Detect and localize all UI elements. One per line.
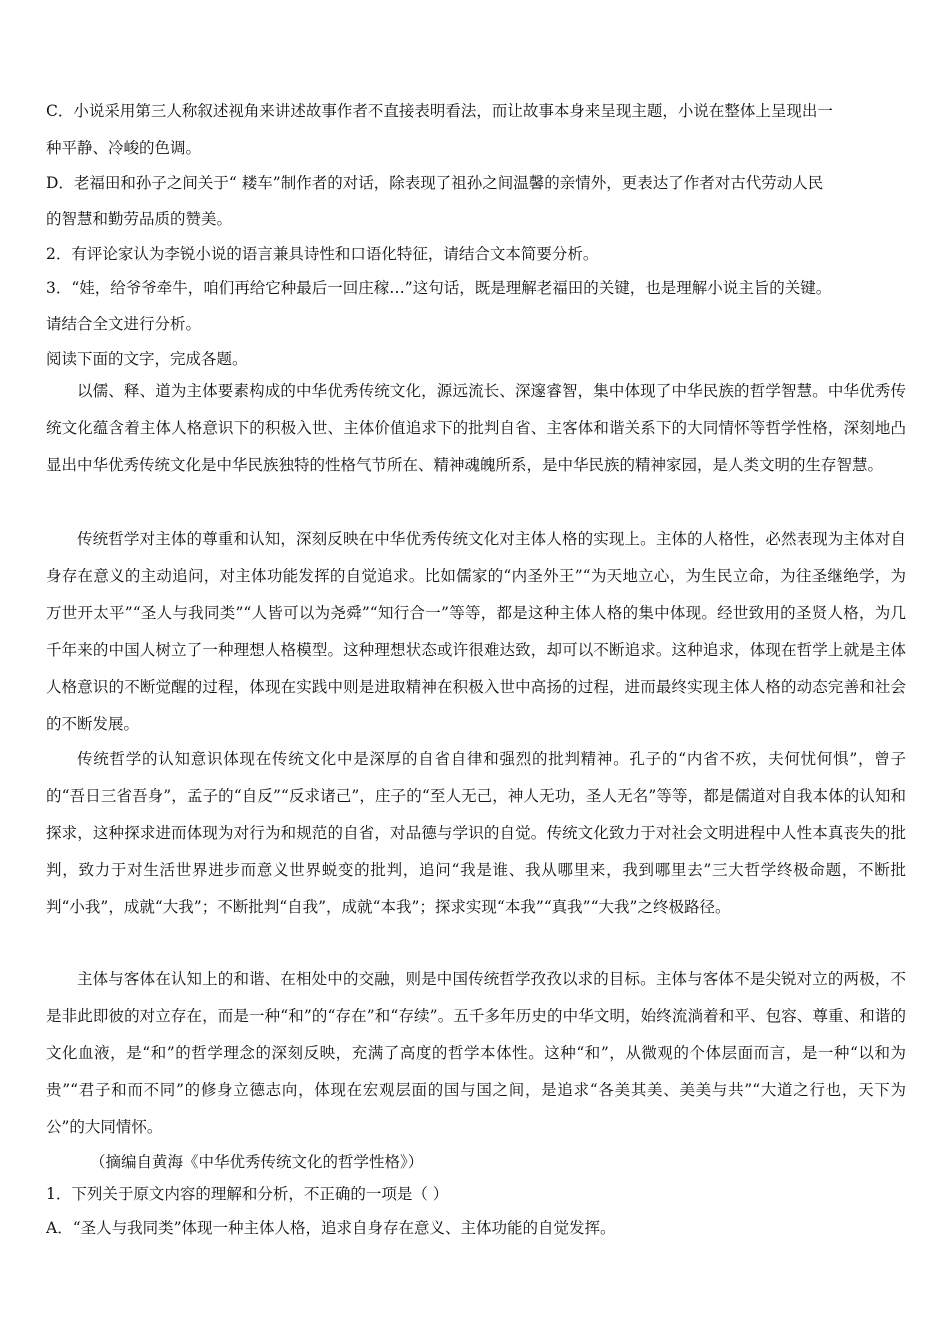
option-c-line-2: 种平静、冷峻的色调。 <box>46 139 202 157</box>
option-d-line-2: 的智慧和勤劳品质的赞美。 <box>46 210 233 228</box>
article-paragraph-4: 主体与客体在认知上的和谐、在相处中的交融，则是中国传统哲学孜孜以求的目标。主体与客体不是尖锐对立的两极，不是非此即彼的对立存在，而是一种“和”的“存在”和“存续”。五千多年历史的中华文明，始终流淌着和平、包容、尊重、和谐的文化血液，是“和”的哲学理念的深刻反映，充满了高度的哲学本体性。这种“和”，从微观的个体层面而言，是一种“以和为贵”“君子和而不同”的修身立德志向，体现在宏观层面的国与国之间，是追求“各美其美、美美与共”“大道之行也，天下为公”的大同情怀。 <box>46 970 906 1136</box>
reading-instruction: 阅读下面的文字，完成各题。 <box>46 350 248 368</box>
option-c-line-1: C．小说采用第三人称叙述视角来讲述故事作者不直接表明看法，而让故事本身来呈现主题，小说在整体上呈现出一 <box>46 102 833 120</box>
article-source: （摘编自黄海《中华优秀传统文化的哲学性格》） <box>90 1153 424 1171</box>
article-paragraph-3: 传统哲学的认知意识体现在传统文化中是深厚的自省自律和强烈的批判精神。孔子的“内省不疚，夫何忧何惧”，曾子的“吾日三省吾身”，孟子的“自反”“反求诸己”，庄子的“至人无己，神人无功，圣人无名”等等，都是儒道对自我本体的认知和探求，这种探求进而体现为对行为和规范的自省，对品德与学识的自觉。传统文化致力于对社会文明进程中人性本真丧失的批判，致力于对生活世界进步而意义世界蜕变的批判，追问“我是谁、我从哪里来，我到哪里去”三大哲学终极命题，不断批判“小我”，成就“大我”；不断批判“自我”，成就“本我”；探求实现“本我”“真我”“大我”之终极路径。 <box>46 750 906 916</box>
question-3-line-1: 3．“娃，给爷爷牵牛，咱们再给它种最后一回庄稼…”这句话，既是理解老福田的关键，也是理解小说主旨的关键。 <box>46 279 832 297</box>
option-a: A．“圣人与我同类”体现一种主体人格，追求自身存在意义、主体功能的自觉发挥。 <box>46 1219 616 1237</box>
question-2: 2．有评论家认为李锐小说的语言兼具诗性和口语化特征，请结合文本简要分析。 <box>46 245 599 263</box>
question-3-line-2: 请结合全文进行分析。 <box>46 315 202 333</box>
article-paragraph-2: 传统哲学对主体的尊重和认知，深刻反映在中华优秀传统文化对主体人格的实现上。主体的人格性，必然表现为主体对自身存在意义的主动追问，对主体功能发挥的自觉追求。比如儒家的“内圣外王”“为天地立心，为生民立命，为往圣继绝学，为万世开太平”“圣人与我同类”“人皆可以为尧舜”“知行合一”等等，都是这种主体人格的集中体现。经世致用的圣贤人格，为几千年来的中国人树立了一种理想人格模型。这种理想状态或许很难达致，却可以不断追求。这种追求，体现在哲学上就是主体人格意识的不断觉醒的过程，体现在实践中则是进取精神在积极入世中高扬的过程，进而最终实现主体人格的动态完善和社会的不断发展。 <box>46 530 906 733</box>
article-paragraph-1: 以儒、释、道为主体要素构成的中华优秀传统文化，源远流长、深邃睿智，集中体现了中华民族的哲学智慧。中华优秀传统文化蕴含着主体人格意识下的积极入世、主体价值追求下的批判自省、主客体和谐关系下的大同情怀等哲学性格，深刻地凸显出中华优秀传统文化是中华民族独特的性格气节所在、精神魂魄所系，是中华民族的精神家园，是人类文明的生存智慧。 <box>46 382 906 474</box>
option-d-line-1: D．老福田和孙子之间关于“ 耧车”制作者的对话，除表现了祖孙之间温馨的亲情外，更表达了作者对古代劳动人民 <box>46 174 824 192</box>
question-1: 1．下列关于原文内容的理解和分析，不正确的一项是（ ） <box>46 1185 449 1203</box>
